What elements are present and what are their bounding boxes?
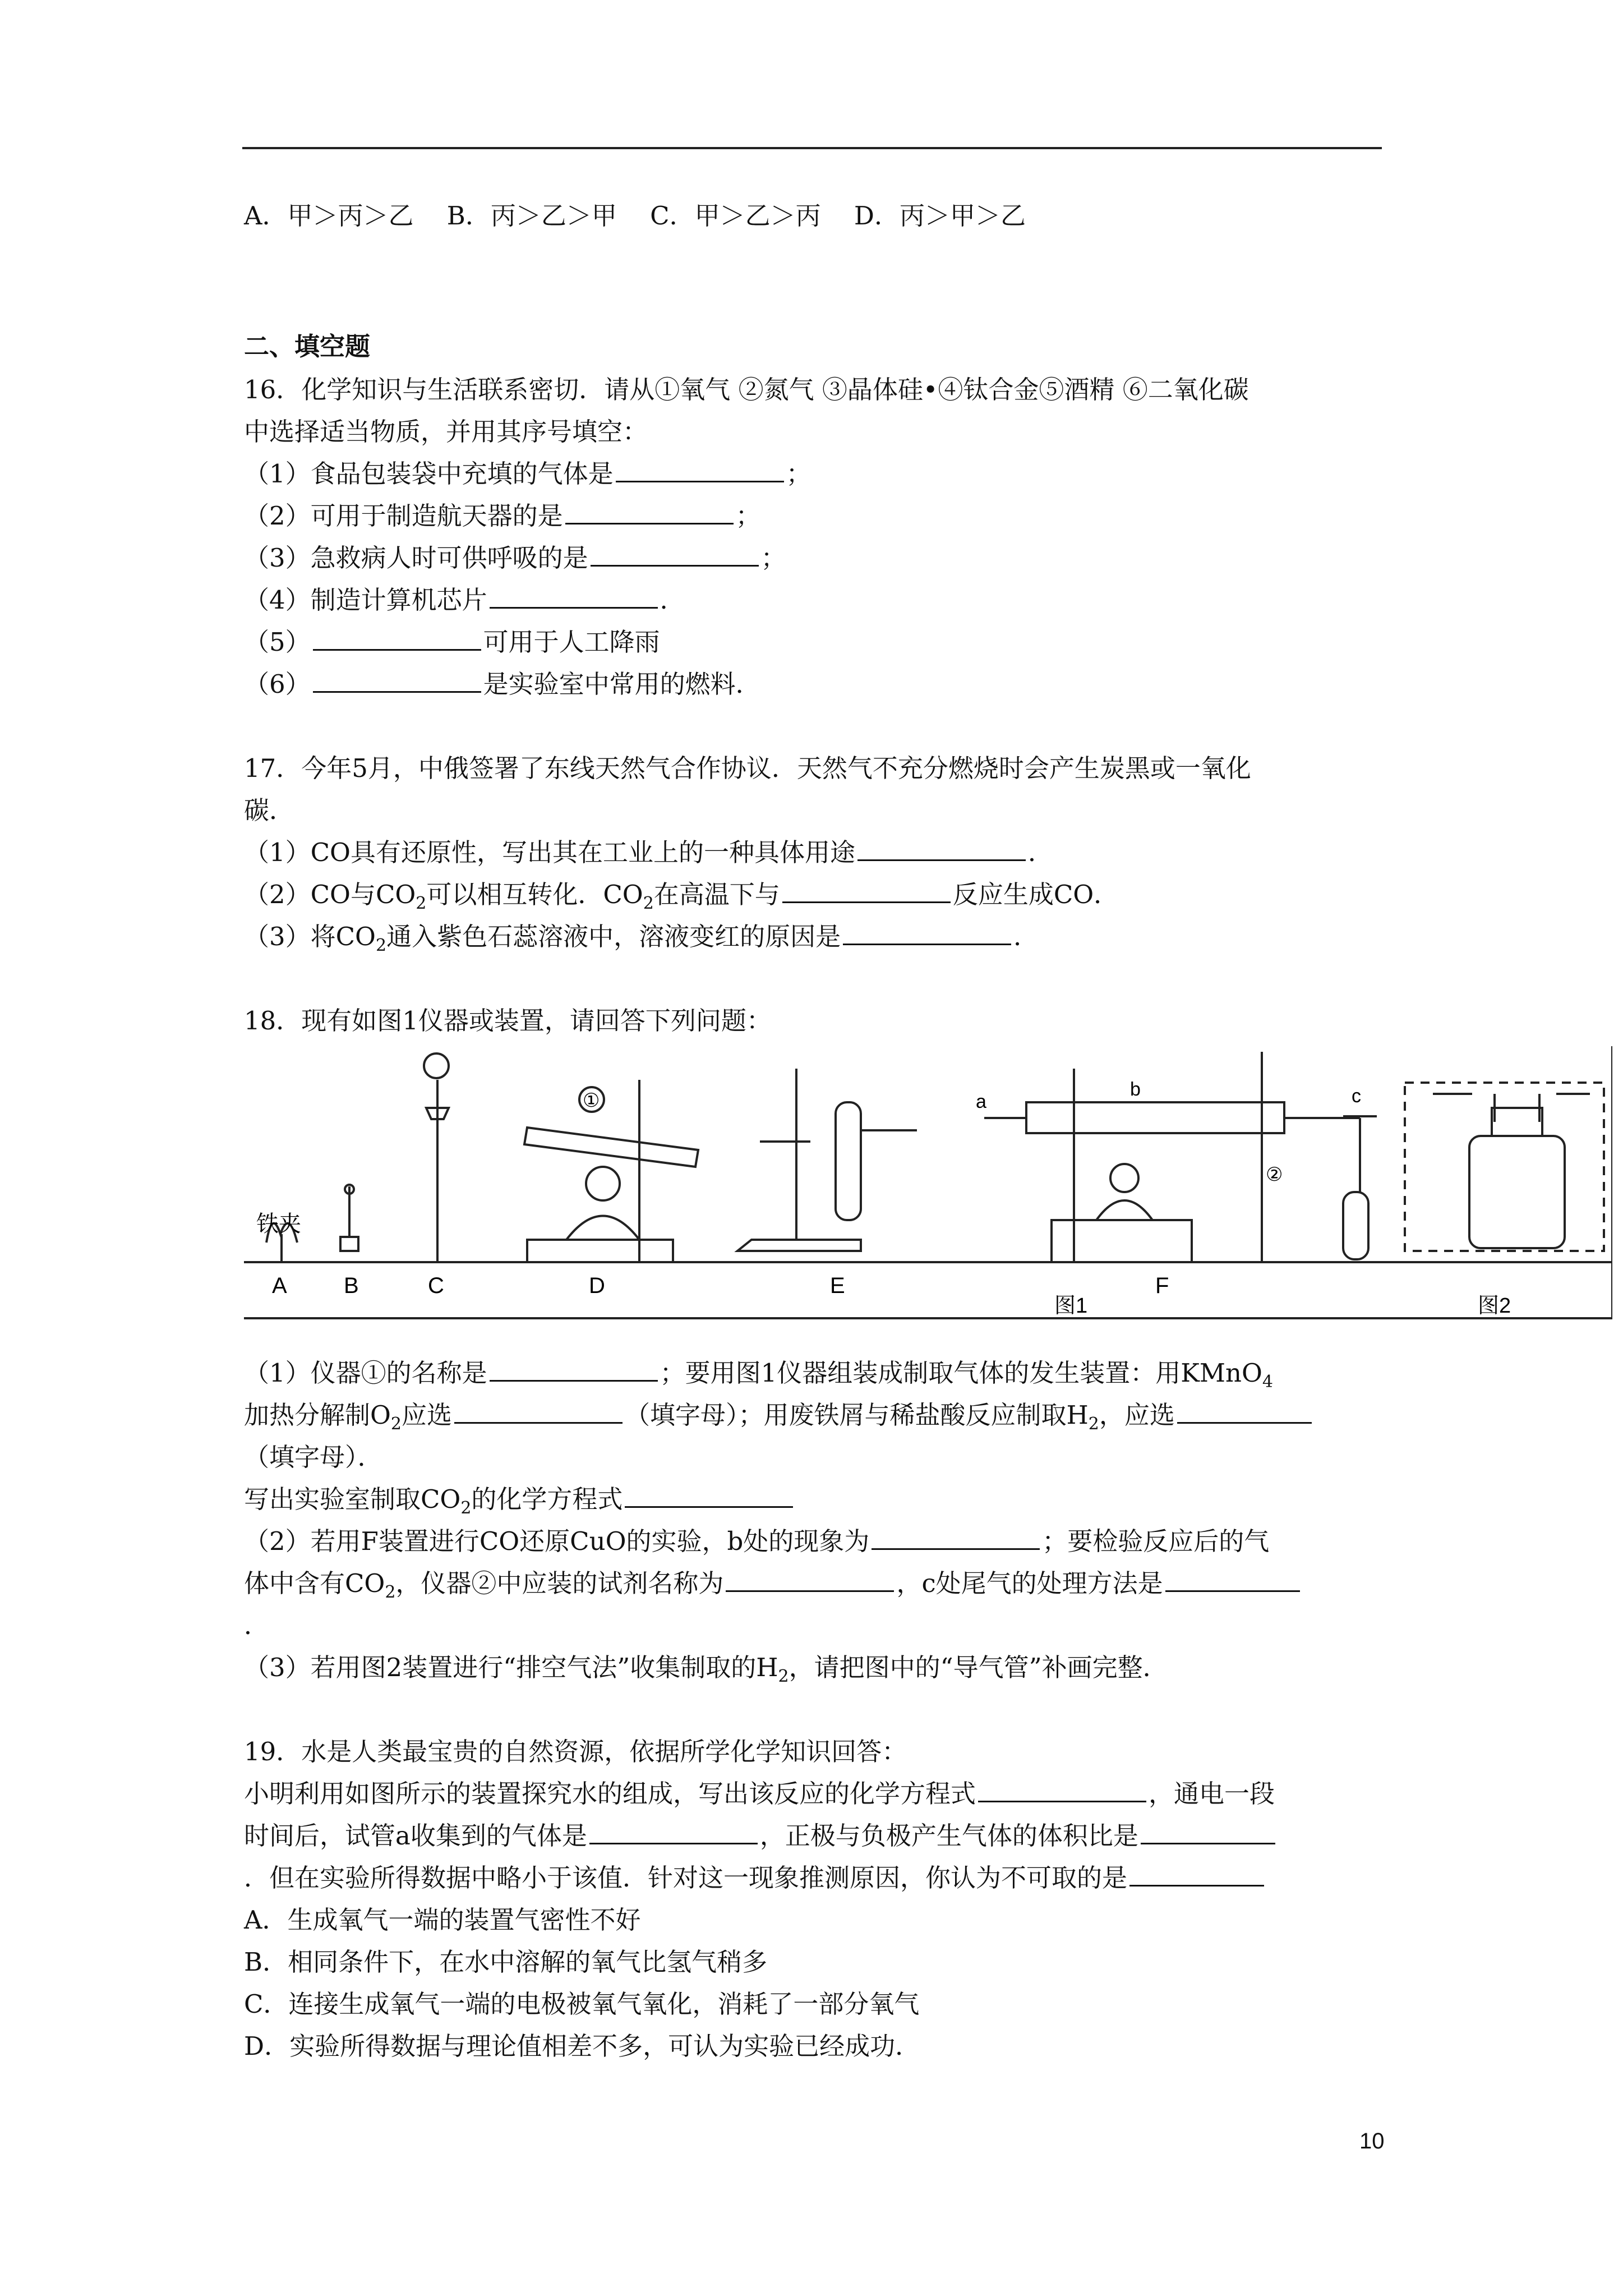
fig1-caption: 图1	[1054, 1294, 1088, 1318]
q19-option-d: D．实验所得数据与理论值相差不多，可认为实验已经成功．	[244, 2031, 921, 2061]
iron-clamp-label: 铁夹	[256, 1212, 301, 1236]
label-b: B	[344, 1273, 359, 1298]
q18-p1-line3: （填字母）．	[244, 1442, 383, 1472]
answer-blank[interactable]	[565, 500, 734, 524]
q18-p2-line3: ．	[244, 1611, 270, 1640]
answer-blank[interactable]	[857, 837, 1026, 861]
fig2-caption: 图2	[1478, 1294, 1511, 1318]
q18-p2-line1: （2）若用F装置进行CO还原CuO的实验，b处的现象为 ；要检验反应后的气	[244, 1526, 1270, 1556]
q19-option-c: C．连接生成氧气一端的电极被氧气氧化，消耗了一部分氧气	[244, 1989, 920, 2019]
answer-blank[interactable]	[1177, 1400, 1312, 1424]
answer-blank[interactable]	[589, 1820, 758, 1844]
answer-blank[interactable]	[313, 627, 481, 651]
q19-title: 19．水是人类最宝贵的自然资源，依据所学化学知识回答：	[244, 1737, 907, 1766]
header-rule	[242, 147, 1382, 149]
point-label-b: b	[1130, 1079, 1141, 1100]
circle-label-1: ①	[583, 1090, 600, 1111]
q16-sub6: （6） 是实验室中常用的燃料．	[244, 669, 761, 699]
label-c: C	[428, 1273, 444, 1298]
q17-sub3: （3）将$CO_2$通入紫色石蕊溶液中，溶液变红的原因是 ．	[244, 922, 1039, 955]
answer-blank[interactable]	[454, 1400, 623, 1424]
circle-label-2: ②	[1266, 1164, 1283, 1185]
q16-sub1: （1）食品包装袋中充填的气体是 ；	[244, 459, 811, 489]
answer-blank[interactable]	[978, 1778, 1146, 1802]
q16-sub4: （4）制造计算机芯片 ．	[244, 585, 685, 615]
q18-p2-line2: 体中含有$CO_2$，仪器②中应装的试剂名称为 ，c处尾气的处理方法是	[244, 1567, 1302, 1600]
q16-line2: 中选择适当物质，并用其序号填空：	[244, 417, 648, 447]
answer-blank[interactable]	[490, 585, 658, 609]
q16-sub5: （5） 可用于人工降雨	[244, 627, 660, 657]
answer-blank[interactable]	[726, 1568, 894, 1592]
q17-line1: 17．今年5月，中俄签署了东线天然气合作协议．天然气不充分燃烧时会产生炭黑或一氧化	[244, 753, 1251, 783]
apparatus-figure	[244, 1046, 1612, 1327]
q18-p3: （3）若用图2装置进行“排空气法”收集制取的$H_2$，请把图中的“导气管”补画完整．	[244, 1653, 1168, 1686]
q17-line2: 碳．	[244, 795, 295, 825]
answer-blank[interactable]	[1165, 1568, 1300, 1592]
label-d: D	[589, 1273, 605, 1298]
point-label-a: a	[976, 1091, 986, 1112]
q19-option-a: A．生成氧气一端的装置气密性不好	[244, 1905, 641, 1935]
q18-p1-line1: （1）仪器①的名称是 ；要用图1仪器组装成制取气体的发生装置：用KMnO$_4$	[244, 1358, 1273, 1392]
answer-blank[interactable]	[1141, 1820, 1275, 1844]
point-label-c: c	[1352, 1085, 1361, 1107]
q18-p1-line4: 写出实验室制取$CO_2$的化学方程式	[244, 1483, 795, 1516]
answer-blank[interactable]	[782, 879, 951, 903]
q18-p1-line2: 加热分解制$O_2$应选 （填字母）；用废铁屑与稀盐酸反应制取$H_2$，应选	[244, 1398, 1314, 1432]
label-e: E	[830, 1273, 845, 1298]
q19-line2: 时间后，试管a收集到的气体是 ，正极与负极产生气体的体积比是	[244, 1819, 1278, 1853]
label-a: A	[272, 1273, 287, 1298]
page-number: 10	[1359, 2129, 1385, 2154]
answer-blank[interactable]	[313, 669, 481, 693]
section-title: 二、填空题	[244, 332, 371, 361]
answer-blank[interactable]	[843, 921, 1011, 945]
q19-option-b: B．相同条件下，在水中溶解的氧气比氢气稍多	[244, 1947, 768, 1977]
answer-blank[interactable]	[616, 458, 784, 482]
q18-title: 18．现有如图1仪器或装置，请回答下列问题：	[244, 1006, 772, 1036]
answer-blank[interactable]	[625, 1484, 793, 1508]
q16-sub3: （3）急救病人时可供呼吸的是 ；	[244, 543, 786, 573]
answer-blank[interactable]	[490, 1358, 658, 1382]
q16-line1: 16．化学知识与生活联系密切．请从①氧气 ②氮气 ③晶体硅•④钛合金⑤酒精 ⑥二氧化碳	[244, 375, 1249, 404]
q16-sub2: （2）可用于制造航天器的是 ；	[244, 501, 761, 531]
q15-options: A．甲＞丙＞乙 B．丙＞乙＞甲 C．甲＞乙＞丙 D．丙＞甲＞乙	[244, 201, 1026, 231]
answer-blank[interactable]	[1129, 1862, 1264, 1887]
answer-blank[interactable]	[591, 542, 759, 567]
q19-line3: ．但在实验所得数据中略小于该值．针对这一现象推测原因，你认为不可取的是	[244, 1861, 1266, 1895]
q17-sub2: （2）CO与$CO_2$可以相互转化．$CO_2$在高温下与 反应生成CO．	[244, 880, 1119, 913]
q17-sub1: （1）CO具有还原性，写出其在工业上的一种具体用途 ．	[244, 838, 1053, 867]
q19-line1: 小明利用如图所示的装置探究水的组成，写出该反应的化学方程式 ，通电一段	[244, 1779, 1275, 1809]
label-f: F	[1155, 1273, 1169, 1298]
answer-blank[interactable]	[872, 1526, 1040, 1550]
